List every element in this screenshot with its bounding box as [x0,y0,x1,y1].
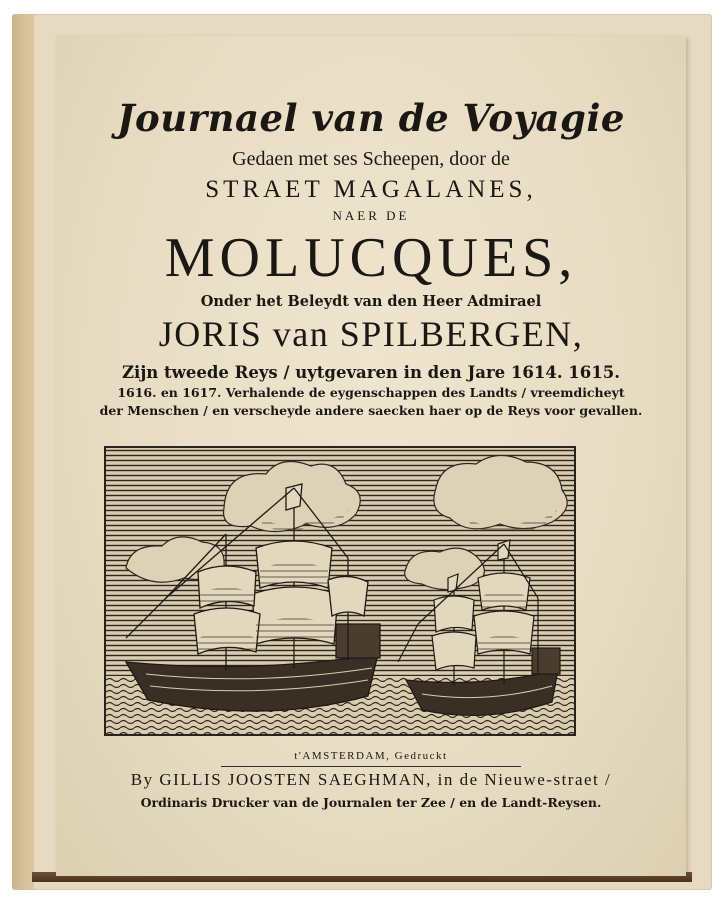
text-verhalende: 1616. en 1617. Verhalende de eygenschappen des Landts / vreemdicheyt [117,385,625,400]
subtitle-gedaen: Gedaen met ses Scheepen, door de [232,148,510,170]
title-journael: Journael van de Voyagie [117,96,625,140]
subtitle-naer: NAER DE [332,208,410,223]
imprint-place: t'AMSTERDAM, Gedruckt [294,750,448,762]
book-spine [12,14,34,890]
imprint-printer: By GILLIS JOOSTEN SAEGHMAN, in de Nieuwe-straet / [130,770,612,789]
title-molucques: MOLUCQUES, [164,227,578,289]
book [12,14,712,890]
subtitle-onder: Onder het Beleydt van den Heer Admirael [200,293,542,310]
title-joris: JORIS van SPILBERGEN, [158,314,584,354]
imprint-block [56,746,686,813]
subtitle-straet: STRAET MAGALANES, [205,176,537,203]
ships-woodcut-illustration [104,446,576,736]
title-page [56,36,686,876]
title-block [56,96,686,420]
imprint-ordinaris: Ordinaris Drucker van de Journalen ter Zee / en de Landt-Reysen. [140,795,602,810]
text-menschen: der Menschen / en verscheyde andere saecken haer op de Reys voor gevallen. [99,403,643,418]
text-zijn: Zijn tweede Reys / uytgevaren in den Jare 1614. 1615. [122,363,620,382]
